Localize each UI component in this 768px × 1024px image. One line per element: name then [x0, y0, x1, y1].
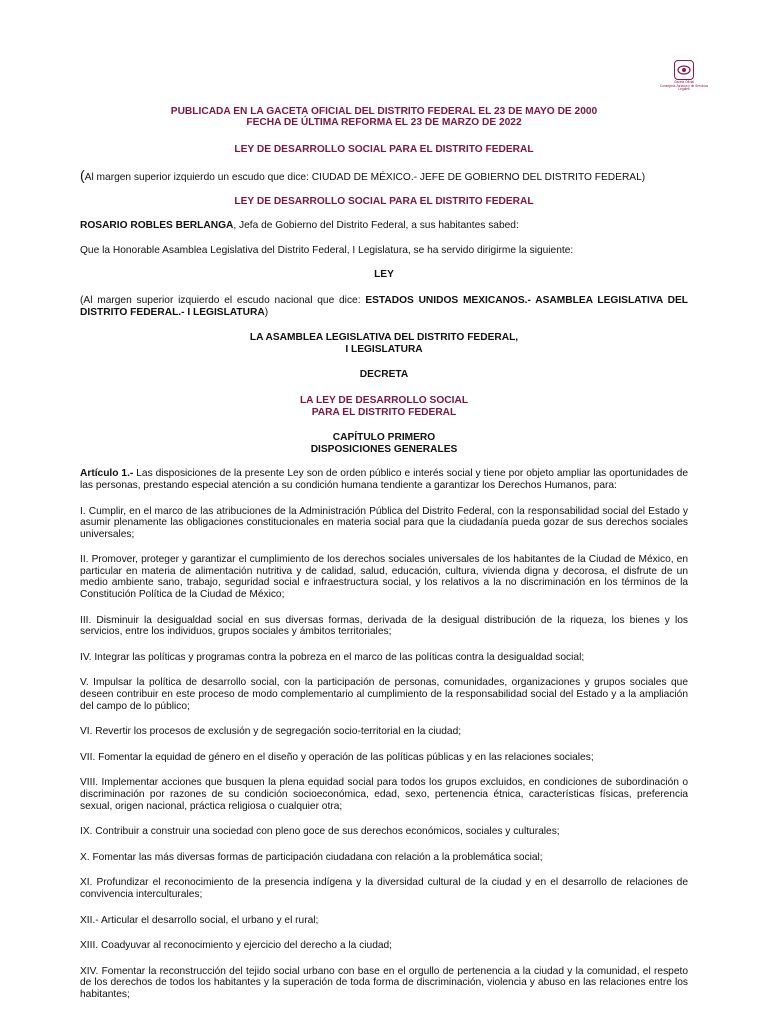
article-text: Las disposiciones de la presente Ley son de orden público e interés social y tiene por objeto ampliar las oportunidades de las personas, prestando especial atención a su condición humana tendiente a garantizar los Derechos Humanos, para: — [80, 468, 688, 491]
article-1 — [80, 468, 688, 491]
publication-line: PUBLICADA EN LA GACETA OFICIAL DEL DISTRITO FEDERAL EL 23 DE MAYO DE 2000 — [170, 106, 598, 117]
margin-note-2-prefix: (Al margen superior izquierdo el escudo nacional que dice: — [80, 294, 366, 306]
fraction-iii: III. Disminuir la desigualdad social en sus diversas formas, derivada de la desigual distribución de la riqueza, los bienes y los servicios, entre los individuos, grupos sociales y ámbitos territoriales; — [80, 614, 688, 638]
decreta-heading: DECRETA — [359, 369, 409, 381]
gazette-logo — [657, 58, 709, 98]
chapter-number: CAPÍTULO PRIMERO — [332, 432, 436, 444]
open-paren: ( — [80, 167, 85, 183]
margin-note-text: Al margen superior izquierdo un escudo que dice: CIUDAD DE MÉXICO.- JEFE DE GOBIERNO DEL DISTRITO FEDERAL) — [84, 172, 646, 183]
fraction-x: X. Fomentar las más diversas formas de participación ciudadana con relación a la problemática social; — [80, 851, 543, 863]
fraction-vi: VI. Revertir los procesos de exclusión y de segregación socio-territorial en la ciudad; — [80, 726, 462, 738]
logo-caption — [657, 81, 711, 92]
logo-caption-line1: Gaceta Oficial — [673, 80, 695, 84]
law-title-3-line-1: LA LEY DE DESARROLLO SOCIAL — [299, 394, 469, 406]
law-title: LEY DE DESARROLLO SOCIAL PARA EL DISTRITO FEDERAL — [234, 144, 534, 156]
fraction-xiii: XIII. Coadyuvar al reconocimiento y ejercicio del derecho a la ciudad; — [80, 940, 393, 952]
margin-note-2-bold: ESTADOS UNIDOS MEXICANOS.- ASAMBLEA LEGISLATIVA DEL DISTRITO FEDERAL.- I LEGISLATURA — [80, 294, 688, 318]
margin-note-2 — [80, 295, 688, 318]
fraction-v: V. Impulsar la política de desarrollo social, con la participación de personas, comunidades, organizaciones y grupos sociales que deseen contribuir en este proceso de modo complementario al cumplimiento de la responsabilidad social del Estado y a la ampliación del campo de lo público; — [80, 677, 688, 712]
intro-rest: , Jefa de Gobierno del Distrito Federal, a sus habitantes sabed: — [233, 220, 519, 232]
publication-header — [80, 106, 688, 128]
intro-paragraph — [80, 220, 688, 232]
intro-paragraph-2: Que la Honorable Asamblea Legislativa del Distrito Federal, I Legislatura, se ha servido dirigirme la siguiente: — [80, 244, 574, 256]
fraction-xii: XII.- Articular el desarrollo social, el urbano y el rural; — [80, 914, 319, 926]
assembly-heading — [80, 332, 688, 355]
fraction-ix: IX. Contribuir a construir una sociedad con pleno goce de sus derechos económicos, sociales y culturales; — [80, 826, 560, 838]
article-label: Artículo 1.- — [80, 468, 134, 480]
assembly-line-1: LA ASAMBLEA LEGISLATIVA DEL DISTRITO FEDERAL, — [249, 332, 519, 344]
governor-name: ROSARIO ROBLES BERLANGA — [80, 220, 234, 232]
chapter-heading — [80, 432, 688, 455]
ley-heading: LEY — [374, 269, 394, 281]
fraction-iv: IV. Integrar las políticas y programas contra la pobreza en el marco de las políticas contra la desigualdad social; — [80, 651, 585, 663]
eye-icon — [674, 60, 694, 80]
document-body — [80, 106, 688, 1001]
fraction-ii: II. Promover, proteger y garantizar el cumplimiento de los derechos sociales universales de los habitantes de la Ciudad de México, en particular en materia de alimentación nutritiva y de calidad, salud, educación, cultura, vivienda digna y decorosa, el disfrute de un medio ambiente sano, trabajo, seguridad social e infraestructura social, y los relativos a la no discriminación en los términos de la Constitución Política de la Ciudad de México; — [80, 554, 688, 601]
chapter-title: DISPOSICIONES GENERALES — [310, 443, 458, 455]
law-title-3 — [80, 395, 688, 418]
margin-note-2-suffix: ) — [264, 306, 269, 318]
law-title-repeat: LEY DE DESARROLLO SOCIAL PARA EL DISTRITO FEDERAL — [234, 195, 534, 207]
law-title-3-line-2: PARA EL DISTRITO FEDERAL — [311, 406, 457, 418]
logo-caption-line2: Consejería Jurídica y de Servicios Legales — [659, 83, 709, 92]
fraction-xiv: XIV. Fomentar la reconstrucción del tejido social urbano con base en el orgullo de pertenencia a la ciudad y la comunidad, el respeto de los derechos de todos los habitantes y la superación de toda forma de discriminación, violencia y abuso en las relaciones entre los habitantes; — [80, 965, 688, 1000]
fraction-xi: XI. Profundizar el reconocimiento de la presencia indígena y la diversidad cultural de la ciudad y en el desarrollo de relaciones de convivencia interculturales; — [80, 877, 688, 900]
fraction-viii: VIII. Implementar acciones que busquen la plena equidad social para todos los grupos excluidos, en condiciones de subordinación o discriminación por razones de su condición socioeconómica, edad, sexo, pertenencia étnica, características físicas, preferencia sexual, origen nacional, práctica religiosa o cualquier otra; — [80, 777, 688, 812]
fraction-vii: VII. Fomentar la equidad de género en el diseño y operación de las políticas públicas y en las relaciones sociales; — [80, 751, 594, 763]
margin-note — [80, 167, 688, 184]
fraction-i: I. Cumplir, en el marco de las atribuciones de la Administración Pública del Distrito Federal, con la responsabilidad social del Estado y asumir plenamente las obligaciones constitucionales en materia social para que la ciudadanía pueda gozar de sus derechos sociales universales; — [80, 505, 688, 540]
assembly-line-2: I LEGISLATURA — [345, 343, 423, 355]
last-reform-line: FECHA DE ÚLTIMA REFORMA EL 23 DE MARZO DE 2022 — [246, 117, 522, 129]
